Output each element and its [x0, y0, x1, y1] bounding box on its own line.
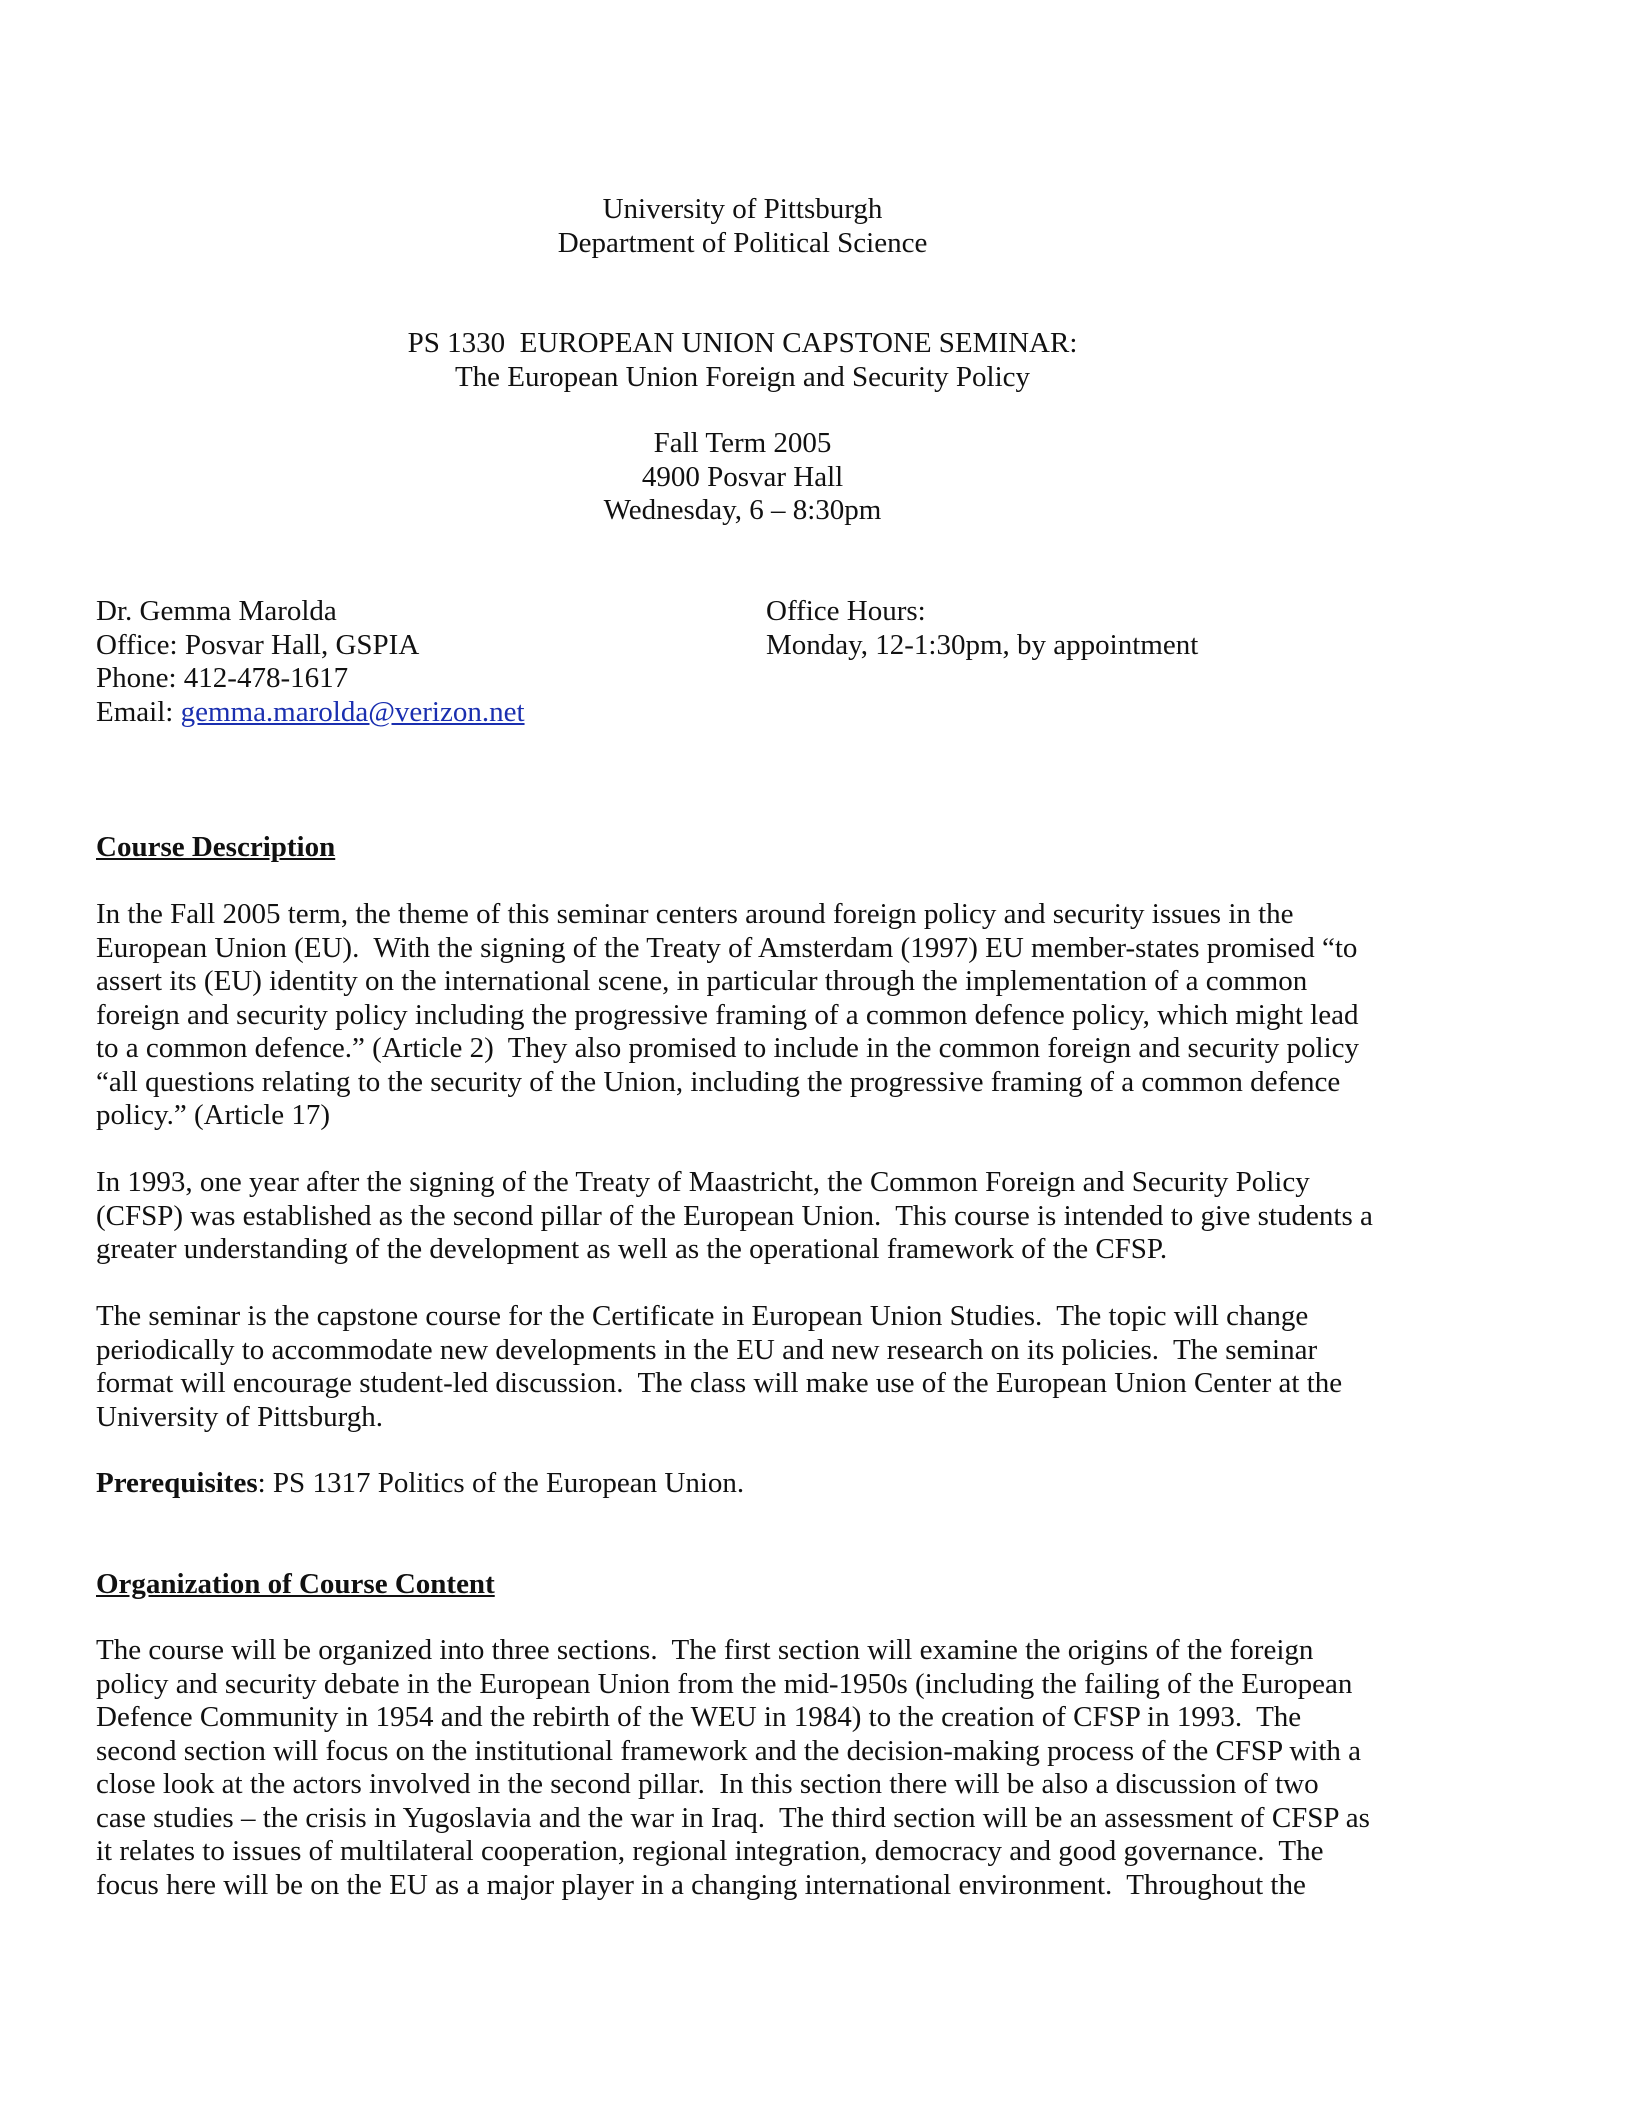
instructor-contact [96, 595, 525, 729]
paragraph-line: assert its (EU) identity on the international scene, in particular through the implementation of a common [96, 965, 1308, 997]
paragraph-line: case studies – the crisis in Yugoslavia and the war in Iraq. The third section will be an assessment of CFSP as [96, 1801, 1370, 1834]
prerequisites [96, 1467, 1416, 1501]
university-name: University of Pittsburgh [602, 193, 883, 225]
prerequisites-text: : PS 1317 Politics of the European Union. [257, 1467, 745, 1499]
paragraph-line: University of Pittsburgh. [96, 1400, 384, 1433]
paragraph-line: greater understanding of the development as well as the operational framework of the CFSP. [96, 1233, 1168, 1265]
room: 4900 Posvar Hall [641, 460, 844, 493]
paragraph-line: to a common defence.” (Article 2) They also promised to include in the common foreign and security policy [96, 1032, 1360, 1064]
paragraph-line: it relates to issues of multilateral cooperation, regional integration, democracy and good governance. The [96, 1835, 1324, 1867]
paragraph-line: policy and security debate in the European Union from the mid-1950s (including the failing of the European [96, 1667, 1353, 1700]
department-name: Department of Political Science [557, 226, 928, 259]
organization-heading: Organization of Course Content [96, 1568, 495, 1600]
paragraph-line: close look at the actors involved in the second pillar. In this section there will be also a discussion of two [96, 1768, 1319, 1800]
prerequisites-label: Prerequisites [96, 1467, 258, 1499]
paragraph-line: The seminar is the capstone course for the Certificate in European Union Studies. The topic will change [96, 1300, 1309, 1332]
course-description-heading: Course Description [96, 831, 336, 863]
paragraph-line: “all questions relating to the security of the Union, including the progressive framing of a common defence [96, 1065, 1341, 1098]
email-link[interactable]: gemma.marolda@verizon.net [180, 695, 525, 728]
office-hours-label: Office Hours: [766, 595, 926, 627]
paragraph-line: (CFSP) was established as the second pillar of the European Union. This course is intended to give students a [96, 1199, 1373, 1232]
paragraph-line: format will encourage student-led discussion. The class will make use of the European Union Center at the [96, 1367, 1343, 1399]
paragraph-line: In the Fall 2005 term, the theme of this seminar centers around foreign policy and security issues in the [96, 898, 1294, 930]
schedule-block [0, 427, 1485, 528]
course-description-heading-block [96, 831, 1416, 865]
email-label: Email: [96, 695, 181, 728]
office-hours [766, 595, 1198, 662]
paragraph-line: Defence Community in 1954 and the rebirth of the WEU in 1984) to the creation of CFSP in 1993. The [96, 1701, 1302, 1733]
description-paragraph-3 [96, 1300, 1416, 1434]
office-hours-value: Monday, 12-1:30pm, by appointment [766, 628, 1199, 661]
instructor-phone: Phone: 412-478-1617 [96, 662, 349, 694]
instructor-email-line [96, 696, 525, 730]
paragraph-line: The course will be organized into three sections. The first section will examine the origins of the foreign [96, 1634, 1314, 1666]
paragraph-line: foreign and security policy including the progressive framing of a common defence policy, which might lead [96, 998, 1359, 1031]
description-paragraph-1 [96, 898, 1416, 1133]
instructor-office: Office: Posvar Hall, GSPIA [96, 628, 420, 661]
paragraph-line: European Union (EU). With the signing of the Treaty of Amsterdam (1997) EU member-states promised “to [96, 931, 1358, 964]
organization-paragraph [96, 1634, 1416, 1902]
paragraph-line: focus here will be on the EU as a major player in a changing international environment. Throughout the [96, 1868, 1306, 1901]
description-paragraph-2 [96, 1166, 1416, 1267]
course-title: PS 1330 EUROPEAN UNION CAPSTONE SEMINAR: [407, 327, 1078, 359]
course-title-block [0, 327, 1485, 394]
term: Fall Term 2005 [653, 427, 832, 459]
organization-heading-block [96, 1568, 1416, 1602]
institution-header [0, 193, 1485, 260]
schedule: Wednesday, 6 – 8:30pm [603, 494, 882, 526]
paragraph-line: periodically to accommodate new developments in the EU and new research on its policies. The seminar [96, 1333, 1318, 1366]
paragraph-line: second section will focus on the institutional framework and the decision-making process of the CFSP with a [96, 1734, 1362, 1767]
paragraph-line: In 1993, one year after the signing of the Treaty of Maastricht, the Common Foreign and Security Policy [96, 1166, 1310, 1198]
paragraph-line: policy.” (Article 17) [96, 1099, 331, 1131]
instructor-name: Dr. Gemma Marolda [96, 595, 337, 627]
course-subtitle: The European Union Foreign and Security Policy [454, 360, 1031, 393]
